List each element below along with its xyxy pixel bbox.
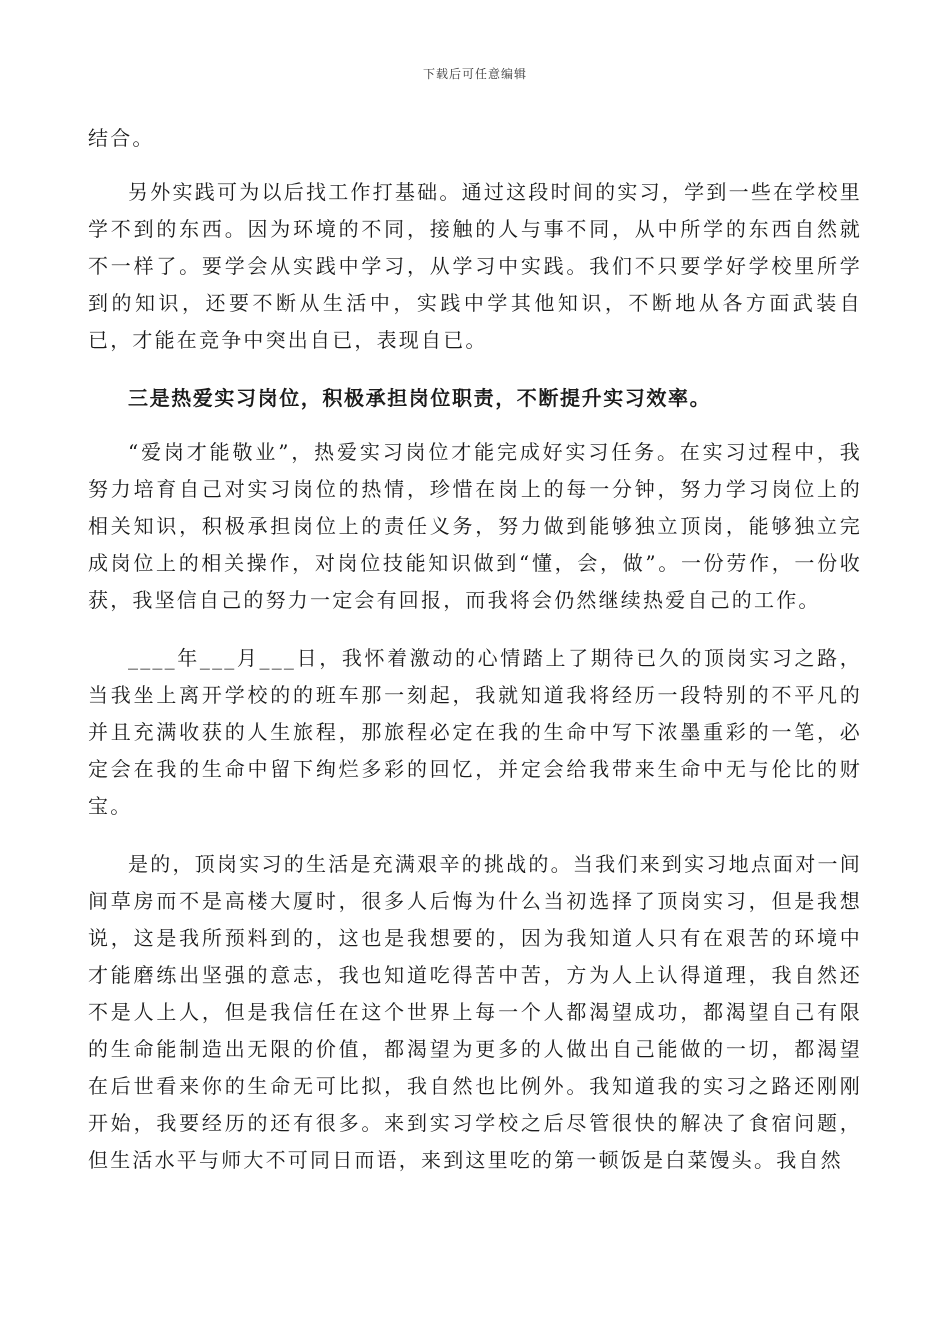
paragraph-practice: 另外实践可为以后找工作打基础。通过这段时间的实习，学到一些在学校里学不到的东西。因为环境的不同，接触的人与事不同，从中所学的东西自然就不一样了。要学会从实践中学习，从学习中实践。我们不只要学好学校里所学到的知识，还要不断从生活中，实践中学其他知识，不断地从各方面武装自已，才能在竞争中突出自已，表现自已。 (88, 180, 862, 352)
paragraph-challenges: 是的，顶岗实习的生活是充满艰辛的挑战的。当我们来到实习地点面对一间间草房而不是高楼大厦时，很多人后悔为什么当初选择了顶岗实习，但是我想说，这是我所预料到的，这也是我想要的，因为我知道人只有在艰苦的环境中才能磨练出坚强的意志，我也知道吃得苦中苦，方为人上认得道理，我自然还不是人上人，但是我信任在这个世界上每一个人都渴望成功，都渴望自己有限的生命能制造出无限的价值，都渴望为更多的人做出自己能做的一切，都渴望在后世看来你的生命无可比拟，我自然也比例外。我知道我的实习之路还刚刚开始，我要经历的还有很多。来到实习学校之后尽管很快的解决了食宿问题，但生活水平与师大不可同日而语，来到这里吃的第一顿饭是白菜馒头。我自然 (88, 852, 862, 1172)
page-header: 下载后可任意编辑 (422, 67, 527, 81)
document-body (88, 120, 862, 1179)
paragraph-love-job: “爱岗才能敬业”，热爱实习岗位才能完成好实习任务。在实习过程中，我努力培育自己对实习岗位的热情，珍惜在岗上的每一分钟，努力学习岗位上的相关知识，积极承担岗位上的责任义务，努力做到能够独立顶岗，能够独立完成岗位上的相关操作，对岗位技能知识做到“懂，会，做”。一份劳作，一份收获，我坚信自己的努力一定会有回报，而我将会仍然继续热爱自己的工作。 (88, 440, 862, 612)
paragraph-date-start: ____年___月___日，我怀着激动的心情踏上了期待已久的顶岗实习之路，当我坐上离开学校的的班车那一刻起，我就知道我将经历一段特别的不平凡的并且充满收获的人生旅程，那旅程必定在我的生命中写下浓墨重彩的一笔，必定会在我的生命中留下绚烂多彩的回忆，并定会给我带来生命中无与伦比的财宝。 (88, 646, 862, 818)
section-heading: 三是热爱实习岗位，积极承担岗位职责，不断提升实习效率。 (128, 386, 712, 410)
paragraph-conclusion: 结合。 (88, 126, 155, 150)
